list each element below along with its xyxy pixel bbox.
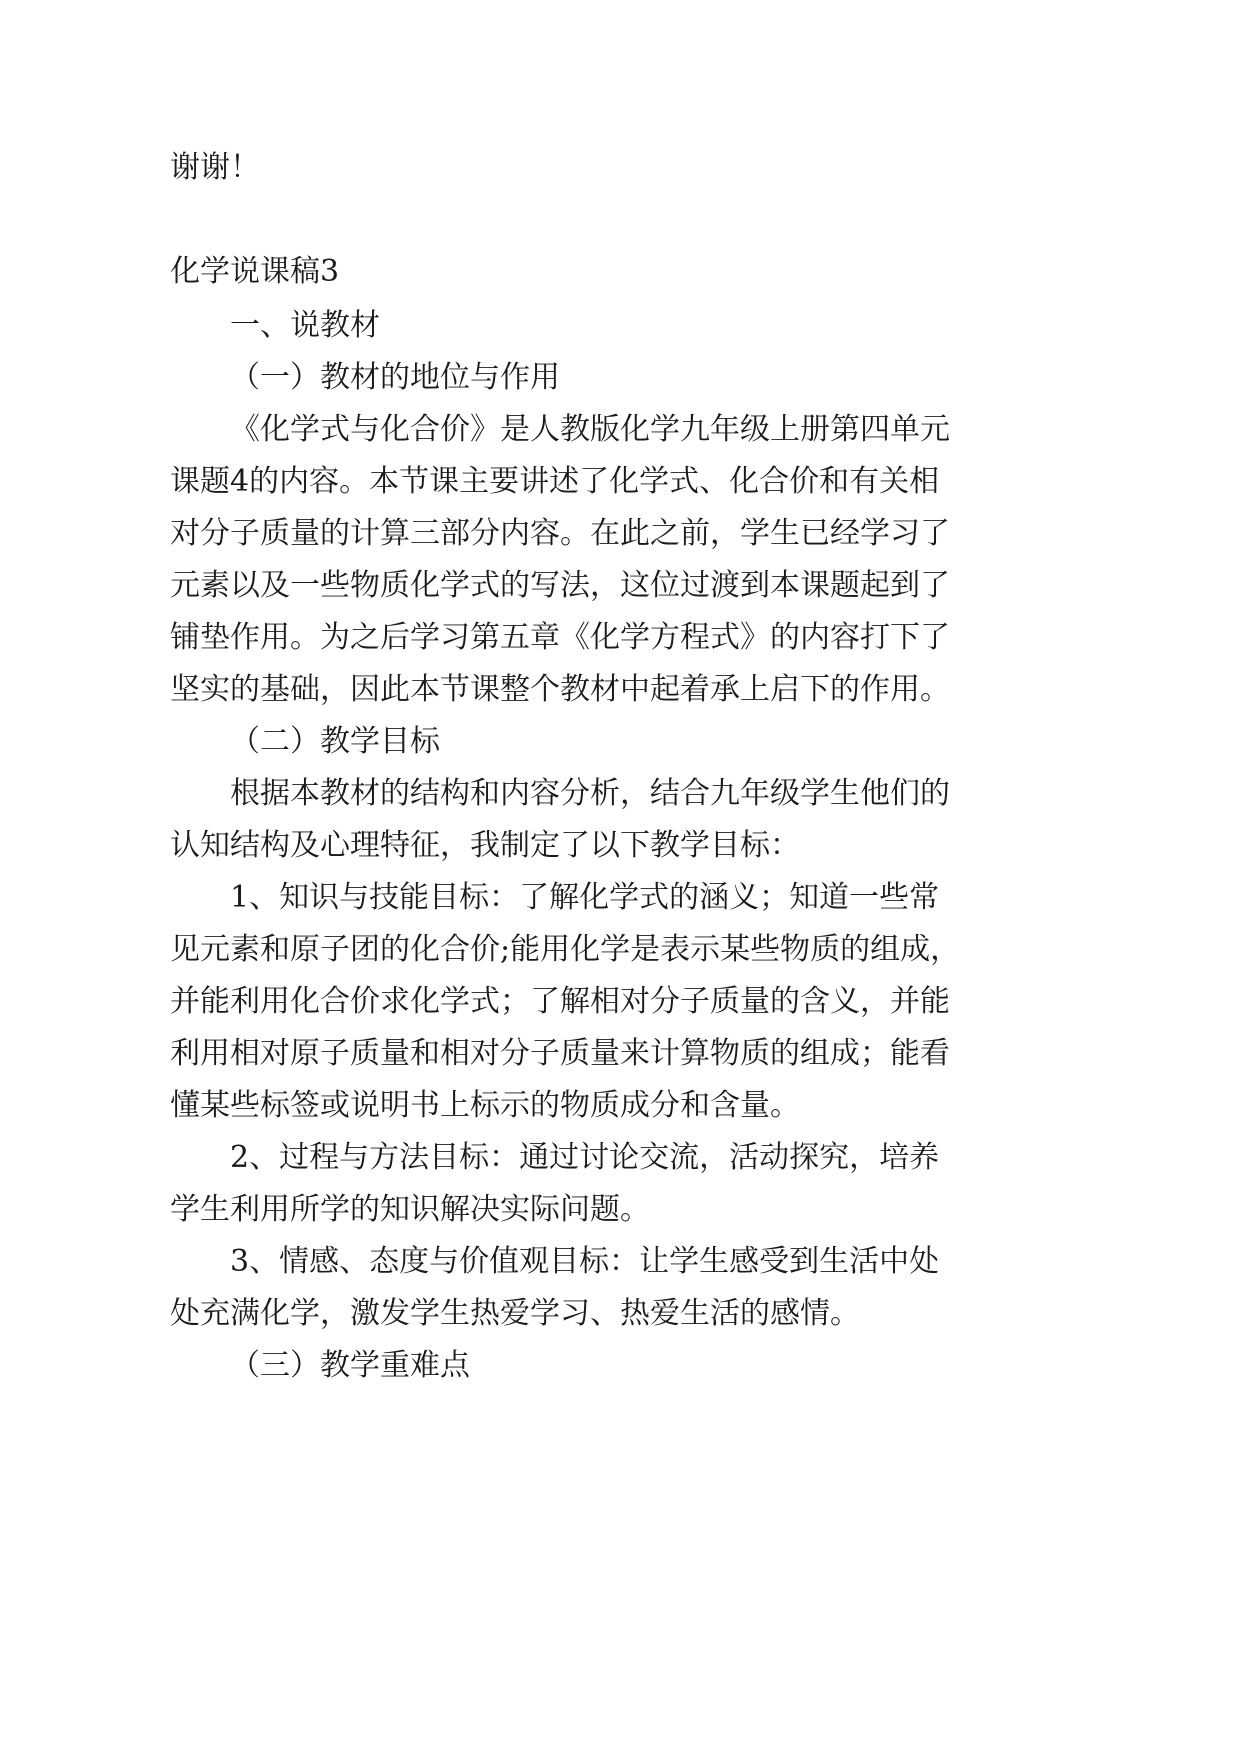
paragraph-line: 元素以及一些物质化学式的写法，这位过渡到本课题起到了 [170,568,950,603]
subheading-key-difficulties: （三）教学重难点 [230,1348,470,1383]
paragraph-line: 根据本教材的结构和内容分析，结合九年级学生他们的 [230,776,950,811]
paragraph-line: 课题4的内容。本节课主要讲述了化学式、化合价和有关相 [170,464,940,499]
subheading-teaching-goals: （二）教学目标 [230,724,440,759]
paragraph-line: 3、情感、态度与价值观目标：让学生感受到生活中处 [230,1244,940,1279]
paragraph-line: 学生利用所学的知识解决实际问题。 [170,1192,650,1227]
paragraph-line: 对分子质量的计算三部分内容。在此之前，学生已经学习了 [170,516,950,551]
paragraph-line: 懂某些标签或说明书上标示的物质成分和含量。 [170,1088,800,1123]
document-title: 化学说课稿3 [170,254,340,289]
paragraph-line: 利用相对原子质量和相对分子质量来计算物质的组成；能看 [170,1036,950,1071]
paragraph-line: 处充满化学，激发学生热爱学习、热爱生活的感情。 [170,1296,860,1331]
subheading-status-role: （一）教材的地位与作用 [230,360,560,395]
paragraph-line: 铺垫作用。为之后学习第五章《化学方程式》的内容打下了 [170,620,950,655]
paragraph-line: 坚实的基础，因此本节课整个教材中起着承上启下的作用。 [170,672,950,707]
section-heading-materials: 一、说教材 [230,308,380,343]
paragraph-line: 并能利用化合价求化学式；了解相对分子质量的含义，并能 [170,984,950,1019]
paragraph-line: 2、过程与方法目标：通过讨论交流，活动探究，培养 [230,1140,940,1175]
paragraph-line: 见元素和原子团的化合价;能用化学是表示某些物质的组成， [170,932,961,967]
paragraph-line: 认知结构及心理特征，我制定了以下教学目标： [170,828,800,863]
paragraph-line: 《化学式与化合价》是人教版化学九年级上册第四单元 [230,412,950,447]
closing-text: 谢谢！ [170,150,260,185]
paragraph-line: 1、知识与技能目标：了解化学式的涵义；知道一些常 [230,880,940,915]
